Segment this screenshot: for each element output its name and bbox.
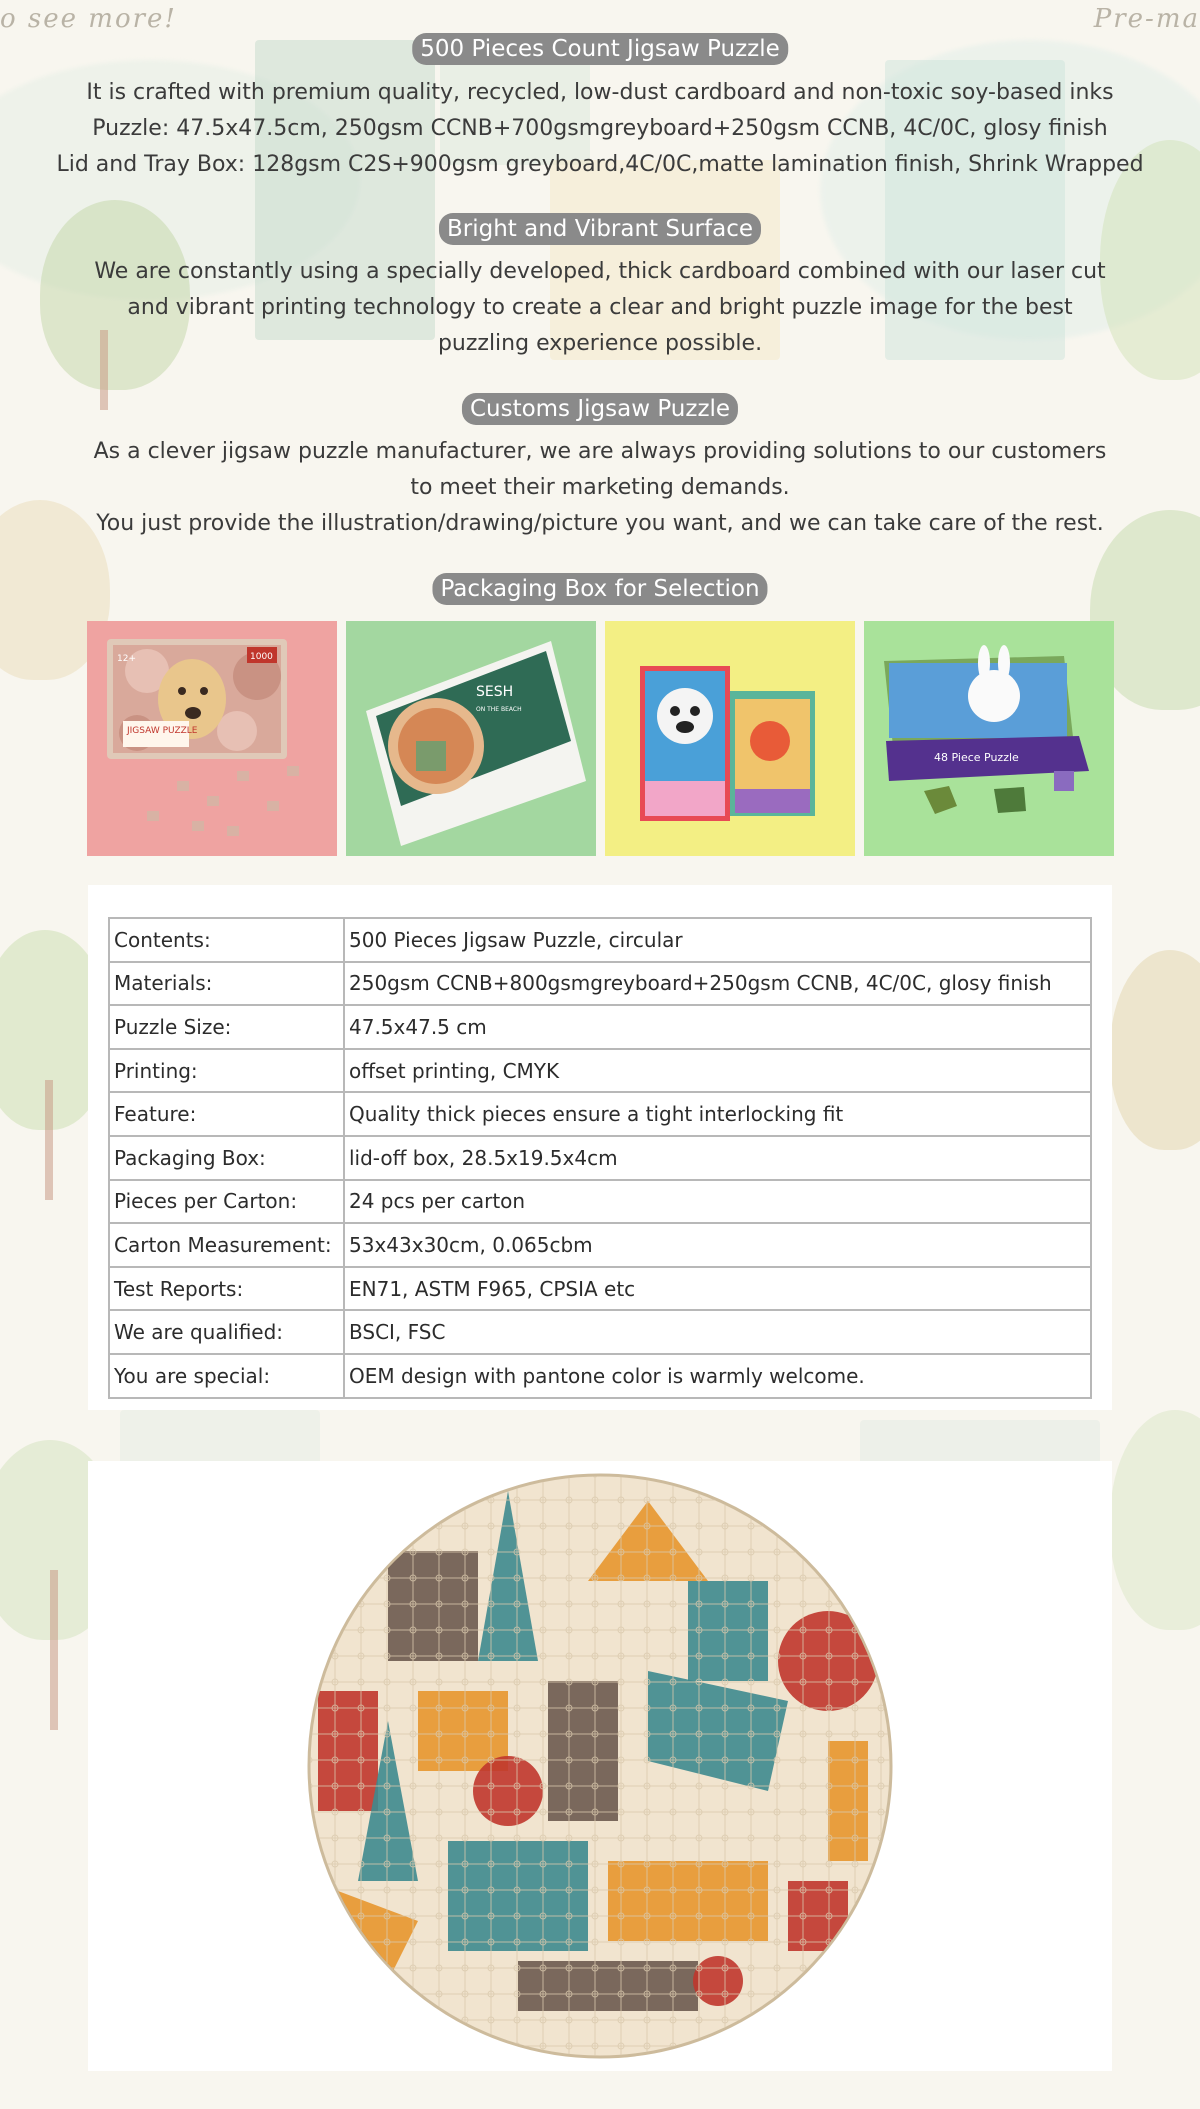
- svg-text:ON THE BEACH: ON THE BEACH: [476, 706, 522, 713]
- section-heading-packaging: Packaging Box for Selection: [432, 573, 767, 605]
- section-text-vibrant-surface: [40, 254, 1160, 362]
- circular-puzzle-panel: [88, 1461, 1112, 2071]
- table-row: [109, 1092, 1091, 1136]
- section-heading-vibrant-surface: Bright and Vibrant Surface: [439, 213, 761, 245]
- corner-text-left: o see more!: [0, 4, 177, 34]
- spec-value: 500 Pieces Jigsaw Puzzle, circular: [344, 918, 1091, 962]
- packaging-image-bulldog: [605, 621, 855, 856]
- svg-text:48 Piece Puzzle: 48 Piece Puzzle: [934, 751, 1019, 764]
- spec-label: Puzzle Size:: [109, 1005, 344, 1049]
- svg-text:SESH: SESH: [476, 684, 514, 700]
- spec-value: 24 pcs per carton: [344, 1180, 1091, 1224]
- packaging-image-bunny: [864, 621, 1114, 856]
- specification-table: [108, 917, 1092, 1399]
- text-line: You just provide the illustration/drawing/picture you want, and we can take care of the rest.: [96, 511, 1104, 536]
- table-row: [109, 1049, 1091, 1093]
- corner-text-right: Pre-ma: [1093, 4, 1200, 34]
- table-row: [109, 918, 1091, 962]
- svg-text:12+: 12+: [117, 654, 136, 664]
- table-row: [109, 1354, 1091, 1398]
- spec-label: Materials:: [109, 962, 344, 1006]
- spec-label: Pieces per Carton:: [109, 1180, 344, 1224]
- table-row: [109, 1223, 1091, 1267]
- text-line: Puzzle: 47.5x47.5cm, 250gsm CCNB+700gsmgreyboard+250gsm CCNB, 4C/0C, glosy finish: [92, 116, 1108, 141]
- table-row: [109, 1267, 1091, 1311]
- circular-world-landmarks-puzzle: [88, 1461, 1112, 2071]
- spec-value: OEM design with pantone color is warmly welcome.: [344, 1354, 1091, 1398]
- spec-label: Packaging Box:: [109, 1136, 344, 1180]
- packaging-image-dog: [87, 621, 337, 856]
- text-line: puzzling experience possible.: [437, 331, 763, 356]
- table-row: [109, 1136, 1091, 1180]
- section-text-puzzle-count: [40, 75, 1160, 183]
- spec-label: Feature:: [109, 1092, 344, 1136]
- text-line: to meet their marketing demands.: [410, 475, 790, 500]
- text-line: and vibrant printing technology to create a clear and bright puzzle image for the best: [127, 295, 1073, 320]
- spec-value: 47.5x47.5 cm: [344, 1005, 1091, 1049]
- text-line: Lid and Tray Box: 128gsm C2S+900gsm greyboard,4C/0C,matte lamination finish, Shrink Wrapped: [56, 152, 1144, 177]
- text-line: We are constantly using a specially developed, thick cardboard combined with our laser cut: [94, 259, 1106, 284]
- text-line: As a clever jigsaw puzzle manufacturer, we are always providing solutions to our customers: [93, 439, 1107, 464]
- spec-label: Carton Measurement:: [109, 1223, 344, 1267]
- section-text-custom-puzzle: [40, 434, 1160, 542]
- spec-value: offset printing, CMYK: [344, 1049, 1091, 1093]
- spec-label: You are special:: [109, 1354, 344, 1398]
- text-line: It is crafted with premium quality, recycled, low-dust cardboard and non-toxic soy-based inks: [86, 80, 1114, 105]
- packaging-image-beach: [346, 621, 596, 856]
- spec-label: Test Reports:: [109, 1267, 344, 1311]
- table-row: [109, 1310, 1091, 1354]
- spec-value: 53x43x30cm, 0.065cbm: [344, 1223, 1091, 1267]
- section-heading-puzzle-count: 500 Pieces Count Jigsaw Puzzle: [412, 33, 788, 65]
- spec-value: lid-off box, 28.5x19.5x4cm: [344, 1136, 1091, 1180]
- section-heading-custom-puzzle: Customs Jigsaw Puzzle: [462, 393, 738, 425]
- spec-label: We are qualified:: [109, 1310, 344, 1354]
- packaging-box-gallery: [87, 621, 1113, 856]
- spec-label: Contents:: [109, 918, 344, 962]
- svg-text:JIGSAW PUZZLE: JIGSAW PUZZLE: [127, 726, 198, 736]
- spec-label: Printing:: [109, 1049, 344, 1093]
- spec-value: 250gsm CCNB+800gsmgreyboard+250gsm CCNB, 4C/0C, glosy finish: [344, 962, 1091, 1006]
- spec-value: Quality thick pieces ensure a tight interlocking fit: [344, 1092, 1091, 1136]
- spec-value: EN71, ASTM F965, CPSIA etc: [344, 1267, 1091, 1311]
- table-row: [109, 1180, 1091, 1224]
- svg-text:1000: 1000: [250, 652, 273, 662]
- table-row: [109, 1005, 1091, 1049]
- specification-panel: [88, 885, 1112, 1410]
- spec-value: BSCI, FSC: [344, 1310, 1091, 1354]
- table-row: [109, 962, 1091, 1006]
